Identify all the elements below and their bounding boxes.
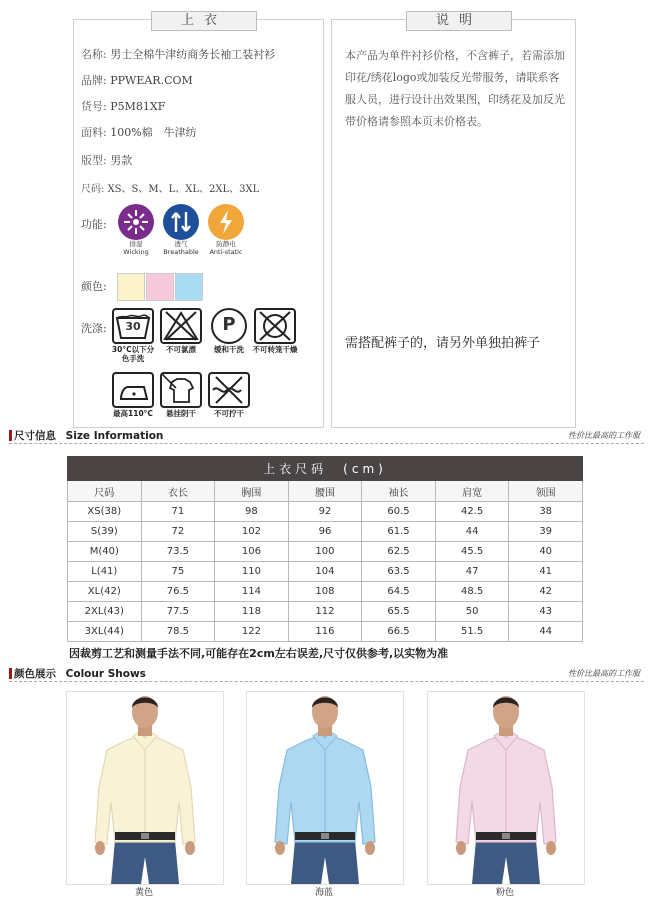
size-table — [67, 456, 583, 642]
size-disclaimer: 因裁剪工艺和测量手法不同,可能存在2cm左右误差,尺寸仅供参考,以实物为准 — [69, 647, 449, 660]
table-cell: 102 — [215, 522, 289, 542]
photo-caption-yellow: 黄色 — [134, 888, 153, 898]
table-cell: 110 — [215, 562, 289, 582]
no-wring-icon — [208, 372, 250, 408]
spec-size-label: 尺码: — [81, 184, 105, 195]
care-hang-dry — [158, 372, 204, 418]
table-row — [68, 622, 583, 642]
table-cell: 77.5 — [141, 602, 215, 622]
table-cell: 48.5 — [435, 582, 509, 602]
table-row — [68, 522, 583, 542]
table-cell: 116 — [288, 622, 362, 642]
table-cell: 112 — [288, 602, 362, 622]
spec-brand — [81, 72, 193, 88]
colour-section-header — [9, 665, 644, 682]
antistatic-icon — [208, 204, 244, 240]
spec-color-label: 颜色: — [81, 280, 107, 293]
swatch-pink[interactable] — [146, 273, 174, 301]
spec-wash-label: 洗涤: — [81, 322, 107, 335]
spec-brand-label: 品牌: — [81, 74, 107, 87]
care-handwash-mark: 30 — [125, 320, 141, 333]
header-cell: 尺码 — [68, 481, 142, 502]
table-cell: 96 — [288, 522, 362, 542]
colour-section-en: Colour Shows — [65, 668, 146, 680]
table-cell: S(39) — [68, 522, 142, 542]
table-cell: 118 — [215, 602, 289, 622]
spec-brand-value: PPWEAR.COM — [110, 74, 193, 87]
care-handwash-text: 30°C以下分色手洗 — [111, 345, 155, 363]
swatch-yellow[interactable] — [117, 273, 145, 301]
photo-pink-shirt[interactable] — [427, 691, 585, 885]
breathable-icon — [163, 204, 199, 240]
table-cell: L(41) — [68, 562, 142, 582]
description-panel — [331, 13, 576, 428]
table-cell: 39 — [509, 522, 583, 542]
table-cell: 92 — [288, 502, 362, 522]
table-cell: 44 — [509, 622, 583, 642]
feature-breathable-en: Breathable — [163, 248, 199, 256]
table-cell: 104 — [288, 562, 362, 582]
table-row — [68, 582, 583, 602]
table-cell: 72 — [141, 522, 215, 542]
table-cell: 61.5 — [362, 522, 436, 542]
spec-code — [81, 98, 165, 114]
table-cell: 114 — [215, 582, 289, 602]
hang-dry-shade-icon — [160, 372, 202, 408]
spec-size — [81, 180, 259, 195]
spec-name-label: 名称: — [81, 48, 107, 61]
header-cell: 肩宽 — [435, 481, 509, 502]
model-yellow-shirt-image — [67, 692, 223, 884]
table-cell: 122 — [215, 622, 289, 642]
header-cell: 胸围 — [215, 481, 289, 502]
spec-function-label: 功能: — [81, 218, 107, 231]
colour-section-title — [14, 666, 146, 681]
dry-clean-p-icon — [211, 308, 247, 344]
care-no-wring-text: 不可拧干 — [214, 409, 244, 418]
care-dry-clean-text: 缓和干洗 — [214, 345, 244, 354]
shirt-panel-tab: 上衣 — [151, 11, 257, 31]
size-section-title — [14, 428, 163, 443]
feature-antistatic-cn: 防静电 — [216, 240, 236, 248]
feature-antistatic — [204, 204, 248, 256]
table-cell: M(40) — [68, 542, 142, 562]
table-cell: 73.5 — [141, 542, 215, 562]
size-table-title-row — [68, 457, 583, 481]
section-marker — [9, 668, 12, 679]
table-cell: 60.5 — [362, 502, 436, 522]
table-cell: 47 — [435, 562, 509, 582]
table-cell: 65.5 — [362, 602, 436, 622]
spec-style-value: 男款 — [110, 154, 133, 167]
description-panel-tab: 说明 — [406, 11, 512, 31]
care-hang-dry-text: 悬挂阴干 — [166, 409, 196, 418]
spec-name — [81, 46, 275, 62]
table-cell: 98 — [215, 502, 289, 522]
size-table-header-row — [68, 481, 583, 502]
table-cell: 75 — [141, 562, 215, 582]
table-cell: 2XL(43) — [68, 602, 142, 622]
table-cell: 43 — [509, 602, 583, 622]
care-dry-clean-mark: P — [222, 314, 236, 335]
model-blue-shirt-image — [247, 692, 403, 884]
description-text: 本产品为单件衬衫价格，不含裤子，若需添加印花/绣花logo或加装反光带服务，请联系客服人员，进行设计出效果图，印绣花及加反光带价格请参照本页末价格表。 — [345, 49, 565, 128]
table-cell: 71 — [141, 502, 215, 522]
model-pink-shirt-image — [428, 692, 584, 884]
header-cell: 腰围 — [288, 481, 362, 502]
size-section-en: Size Information — [65, 430, 164, 442]
table-cell: 42.5 — [435, 502, 509, 522]
photo-yellow-shirt[interactable] — [66, 691, 224, 885]
care-no-bleach — [158, 308, 204, 354]
handwash-30-icon — [112, 308, 154, 344]
shirt-spec-panel — [73, 13, 324, 428]
no-bleach-icon — [160, 308, 202, 344]
photo-blue-shirt[interactable] — [246, 691, 404, 885]
table-cell: 78.5 — [141, 622, 215, 642]
table-cell: 42 — [509, 582, 583, 602]
pants-note: 需搭配裤子的，请另外单独拍裤子 — [345, 336, 541, 351]
wicking-icon — [118, 204, 154, 240]
size-section-header — [9, 427, 644, 444]
iron-110-icon — [112, 372, 154, 408]
feature-breathable-cn: 透气 — [174, 240, 188, 248]
table-cell: 106 — [215, 542, 289, 562]
spec-size-value: XS、S、M、L、XL、2XL、3XL — [107, 184, 260, 195]
header-cell: 袖长 — [362, 481, 436, 502]
colour-section-cn: 颜色展示 — [14, 668, 56, 680]
spec-code-value: P5M81XF — [110, 100, 166, 113]
care-no-tumble — [252, 308, 298, 354]
care-handwash — [110, 308, 156, 363]
table-cell: 50 — [435, 602, 509, 622]
table-cell: 38 — [509, 502, 583, 522]
table-cell: 64.5 — [362, 582, 436, 602]
table-cell: 51.5 — [435, 622, 509, 642]
photo-caption-blue: 海蓝 — [314, 888, 333, 898]
table-cell: XL(42) — [68, 582, 142, 602]
spec-style — [81, 152, 132, 168]
spec-name-value: 男士全棉牛津纺商务长袖工装衬衫 — [110, 48, 276, 61]
spec-style-label: 版型: — [81, 154, 107, 167]
feature-wicking-en: Wicking — [123, 248, 149, 256]
table-cell: 100 — [288, 542, 362, 562]
colour-section-slogan: 性价比最高的工作服 — [568, 669, 640, 678]
table-cell: 62.5 — [362, 542, 436, 562]
swatch-blue[interactable] — [175, 273, 203, 301]
table-cell: 40 — [509, 542, 583, 562]
table-cell: 63.5 — [362, 562, 436, 582]
table-cell: 45.5 — [435, 542, 509, 562]
no-tumble-dry-icon — [254, 308, 296, 344]
table-cell: 41 — [509, 562, 583, 582]
table-cell: XS(38) — [68, 502, 142, 522]
table-row — [68, 602, 583, 622]
spec-fabric-label: 面料: — [81, 126, 107, 139]
feature-wicking-cn: 排湿 — [129, 240, 143, 248]
table-cell: 76.5 — [141, 582, 215, 602]
size-section-cn: 尺寸信息 — [14, 430, 56, 442]
care-no-bleach-text: 不可氯漂 — [166, 345, 196, 354]
spec-fabric — [81, 124, 197, 140]
table-cell: 44 — [435, 522, 509, 542]
photo-caption-pink: 粉色 — [495, 888, 514, 898]
spec-code-label: 货号: — [81, 100, 107, 113]
table-cell: 66.5 — [362, 622, 436, 642]
size-section-slogan: 性价比最高的工作服 — [568, 431, 640, 440]
section-marker — [9, 430, 12, 441]
care-iron-text: 最高110°C — [113, 409, 153, 418]
feature-breathable — [159, 204, 203, 256]
table-cell: 108 — [288, 582, 362, 602]
feature-wicking — [114, 204, 158, 256]
care-no-wring — [206, 372, 252, 418]
table-cell: 3XL(44) — [68, 622, 142, 642]
spec-fabric-value: 100%棉 牛津纺 — [110, 126, 197, 139]
size-table-title: 上衣尺码 (cm) — [68, 457, 583, 481]
table-row — [68, 562, 583, 582]
table-row — [68, 502, 583, 522]
header-cell: 领围 — [509, 481, 583, 502]
header-cell: 衣长 — [141, 481, 215, 502]
care-iron — [110, 372, 156, 418]
feature-antistatic-en: Anti-static — [209, 248, 243, 256]
table-row — [68, 542, 583, 562]
care-no-tumble-text: 不可转笼干燥 — [252, 345, 298, 354]
